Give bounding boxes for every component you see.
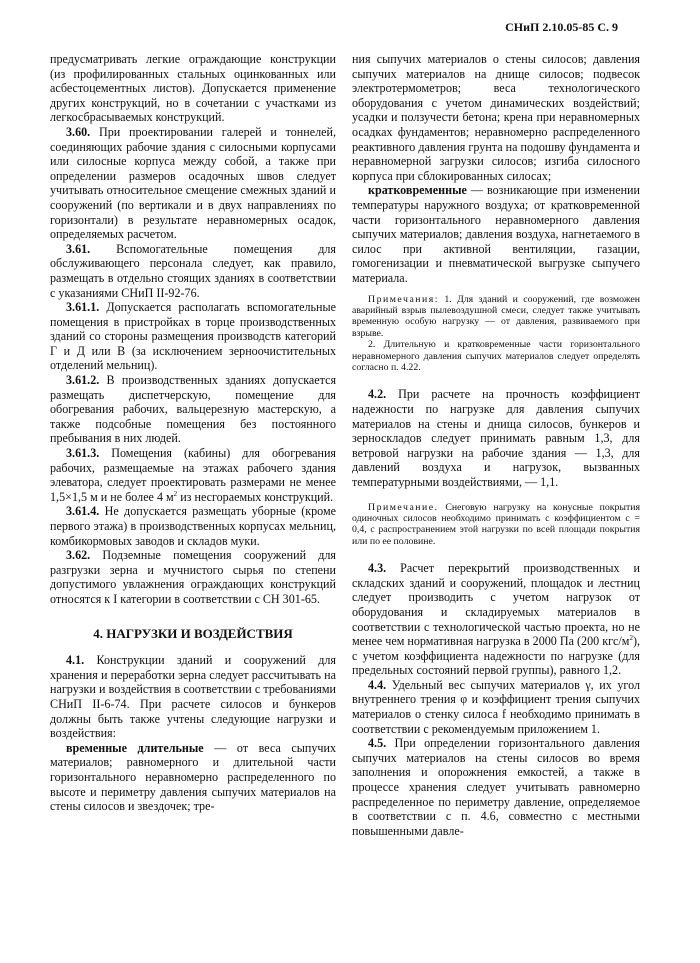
clause-text: При проектировании галерей и тоннелей, соединяющих рабочие здания с силосными корпусами или силосные корпуса между собой, а также при определении размеров осадочных швов следует учитывать относительное смещение смежных зданий и сооружений (по вертикали и в двух направлениях по горизонтали) в результате неравномерных осадок, определяемых расчетом. <box>50 124 336 242</box>
paragraph-4-5 <box>352 736 640 838</box>
superscript: 2 <box>629 634 633 643</box>
clause-text: из несгораемых конструкций. <box>177 489 334 504</box>
paragraph-4-3 <box>352 561 640 678</box>
clause-text: При определении горизонтального давления сыпучих материалов на стены силосов во время заполнения и опорожнения емкостей, а также в процессе хранения следует учитывать равномерно распределенное по периметру давление, определяемое в соответствии с п. 4.6, совместно с местными повышенными давле- <box>352 736 640 838</box>
page-header: СНиП 2.10.05-85 С. 9 <box>505 20 618 34</box>
clause-number: 3.61. <box>66 241 91 256</box>
paragraph-3-62 <box>50 548 336 606</box>
clause-number: 4.5. <box>368 736 387 751</box>
paragraph-3-61-3 <box>50 446 336 504</box>
clause-text: ), с учетом коэффициента надежности по нагрузке (для предельных состояний первой группы), равного 1,2. <box>352 634 640 678</box>
section-heading: 4. НАГРУЗКИ И ВОЗДЕЙСТВИЯ <box>93 625 293 641</box>
left-column <box>50 52 336 814</box>
clause-number: 4.4. <box>368 677 387 692</box>
clause-number: 4.3. <box>368 561 387 576</box>
clause-number: 3.60. <box>66 124 91 139</box>
paragraph-3-61-1 <box>50 300 336 373</box>
note-1 <box>352 294 640 340</box>
paragraph-3-61-4 <box>50 504 336 548</box>
paragraph-4-2 <box>352 387 640 489</box>
term-label: временные длительные <box>66 740 204 755</box>
paragraph-4-4 <box>352 678 640 736</box>
right-column <box>352 52 640 838</box>
note-3 <box>352 502 640 548</box>
paragraph-4-1 <box>50 653 336 741</box>
clause-number: 3.61.1. <box>66 300 100 315</box>
clause-number: 3.61.2. <box>66 373 100 388</box>
paragraph-continuation: предусматривать легкие ограждающие конструкции (из профилированных стальных оцинкованных или асбестоцементных листов). Допускается применение других конструкций, но в сочетании с участками из легкосбрасываемых конструкций. <box>50 52 336 125</box>
clause-text: Подземные помещения сооружений для разгрузки зерна и мучнистого сырья по степени допустимого увлажнения ограждающих конструкций относятся к I категории в соответствии с СН 301-65. <box>50 548 336 606</box>
clause-text: Удельный вес сыпучих материалов γ, их угол внутреннего трения φ и коэффициент трения сыпучих материалов о стенку силоса f необходимо принимать в соответствии с рекомендуемым приложением 1. <box>352 677 640 736</box>
clause-text: При расчете на прочность коэффициент надежности по нагрузке для давления сыпучих материалов на стены и днища силосов, бункеров и зерноскладов следует принимать равным 1,3, для ветровой нагрузки на рабочие здания — 1,3, для давлений воздуха и нагрузок, вызванных температурными воздействиями, — 1,1. <box>352 387 640 489</box>
clause-text: Конструкции зданий и сооружений для хранения и переработки зерна следует рассчитывать на нагрузки и воздействия в соответствии с требованиями СНиП II-6-74. При расчете силосов и бункеров должны быть также учтены следующие нагрузки и воздействия: <box>50 653 336 741</box>
note-text: 1. Для зданий и сооружений, где возможен аварийный взрыв пылевоздушной смеси, следует также учитывать временную особую нагрузку — от давления, развиваемого при взрыве. <box>352 293 640 339</box>
clause-number: 3.61.3. <box>66 446 100 461</box>
clause-number: 3.61.4. <box>66 504 100 519</box>
clause-number: 4.1. <box>66 653 85 668</box>
clause-number: 3.62. <box>66 548 91 563</box>
notes-label: Примечания: <box>368 293 440 305</box>
clause-text: — от веса сыпучих материалов; равномерного и длительной части горизонтального неравномерно распределенного по высоте и периметру давления сыпучих материалов на стены силосов и звездочек; тре- <box>50 740 337 814</box>
clause-text: Помещения (кабины) для обогревания рабочих, размещаемые на этажах рабочего здания элеватора, следует проектировать размерами не менее 1,5×1,5 м и не более 4 м <box>50 446 336 504</box>
paragraph-temporary-long-term <box>50 741 336 814</box>
clause-text: В производственных зданиях допускается размещать диспетчерскую, помещение для обогревания рабочих, вальцерезную мастерскую, а также подсобные помещения без постоянного пребывания в них людей. <box>50 373 337 446</box>
paragraph-3-61 <box>50 242 336 300</box>
clause-text: Расчет перекрытий производственных и складских зданий и сооружений, площадок и лестниц следует производить с учетом нагрузок от оборудования и складируемых материалов в соответствии с технологической частью проекта, но не менее чем нормативная нагрузка в 2000 Па (200 кгс/м <box>352 561 640 649</box>
clause-text: — возникающие при изменении температуры наружного воздуха; от кратковременной части горизонтального неравномерного давления сыпучих материалов; давления воздуха, нагнетаемого в силос при активной вентиляции, газации, гомогенизации и пневматической выгрузке сыпучего материала. <box>352 183 640 285</box>
paragraph-continuation: ния сыпучих материалов о стены силосов; давления сыпучих материалов на днище силосов; подвесок электротермометров; веса технологического оборудования с учетом динамических воздействий; усадки и ползучести бетона; крена при неравномерных осадках фундаментов; неравномерно распределенного реактивного давления грунта на подошву фундамента и неравномерной загрузки силосов; изгиба силосного корпуса при сблокированных силосах; <box>352 52 640 183</box>
superscript: 2 <box>173 489 178 498</box>
note-label: Примечание. <box>368 501 439 513</box>
paragraph-3-61-2 <box>50 373 336 446</box>
note-text: Снеговую нагрузку на конусные покрытия одиночных силосов необходимо принимать с коэффициентом c = 0,4, с распространением этой нагрузки по всей площади покрытия или по ее половине. <box>352 501 640 547</box>
paragraph-3-60 <box>50 125 336 242</box>
paragraph-short-term <box>352 183 640 285</box>
clause-text: Допускается располагать вспомогательные помещения в пристройках в торце производственных зданий со стороны размещения производств категорий Г и Д или В (за исключением зерноочистительных отделений мельниц). <box>50 300 336 373</box>
note-2: 2. Длительную и кратковременные части горизонтального неравномерного давления сыпучих материалов следует определять согласно п. 4.22. <box>352 339 640 373</box>
clause-text: Не допускается размещать уборные (кроме первого этажа) в производственных корпусах мельниц, комбикормовых заводов и складов муки. <box>50 504 337 548</box>
clause-text: Вспомогательные помещения для обслуживающего персонала следует, как правило, размещать в отдельно стоящих зданиях в соответствии с указаниями СНиП II-92-76. <box>50 241 336 300</box>
term-label: кратковременные <box>368 183 467 198</box>
clause-number: 4.2. <box>368 387 387 402</box>
